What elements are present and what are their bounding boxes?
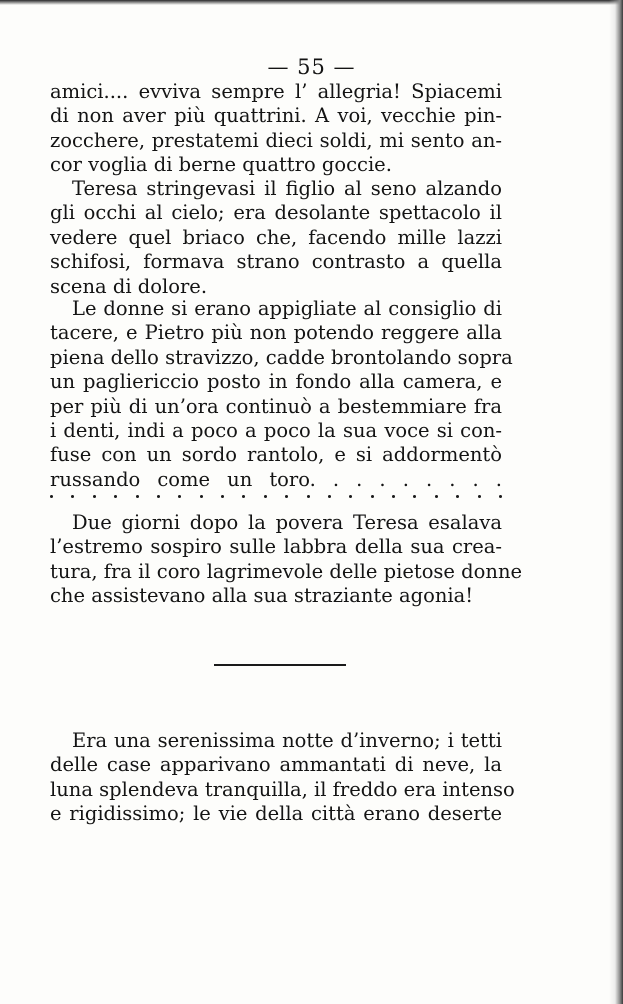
dot (478, 495, 481, 498)
dot (114, 495, 117, 498)
text-line: zocchere, prestatemi dieci soldi, mi sento an- (50, 128, 502, 152)
text-line: delle case apparivano ammantati di neve, la (50, 753, 502, 777)
dot (307, 495, 310, 498)
text-line: gli occhi al cielo; era desolante spettacolo il (50, 201, 502, 225)
text-line: Era una serenissima notte d’inverno; i tetti (72, 729, 502, 752)
text-line: luna splendeva tranquilla, il freddo era intenso (50, 777, 515, 801)
text-line: russando come un toro. . . . . . . . . (50, 467, 502, 491)
dot (264, 495, 267, 498)
dot (50, 495, 53, 498)
dot (392, 495, 395, 498)
text-line: di non aver più quattrini. A voi, vecchie pin- (50, 104, 502, 128)
dot (71, 495, 74, 498)
dot (328, 495, 331, 498)
text-line: schifosi, formava strano contrasto a quella (50, 250, 502, 274)
text-line: tura, fra il coro lagrimevole delle pietose donne (50, 559, 523, 583)
dot (371, 495, 374, 498)
paragraph-2 (50, 177, 502, 299)
dot (435, 495, 438, 498)
text-line: cor voglia di berne quattro goccie. (50, 153, 392, 177)
text-line: amici.... evviva sempre l’ allegria! Spiacemi (50, 80, 502, 103)
dot (456, 495, 459, 498)
dot (136, 495, 139, 498)
paragraph-3 (50, 297, 513, 492)
dot (221, 495, 224, 498)
text-line: fuse con un sordo rantolo, e si addormentò (50, 443, 502, 467)
text-line: per più di un’ora continuò a bestemmiare fra (50, 394, 502, 418)
dot (413, 495, 416, 498)
paragraph-5 (50, 729, 515, 827)
ellipsis-dot-row (50, 490, 502, 502)
text-line: e rigidissimo; le vie della città erano deserte (50, 802, 502, 826)
dot (499, 495, 502, 498)
text-line: tacere, e Pietro più non potendo reggere alla (50, 321, 502, 345)
text-line: piena dello stravizzo, cadde brontolando sopra (50, 345, 513, 369)
dot (285, 495, 288, 498)
text-line: l’estremo sospiro sulle labbra della sua crea- (50, 535, 502, 559)
dot (242, 495, 245, 498)
dot (93, 495, 96, 498)
paragraph-1 (50, 80, 502, 178)
text-line: un pagliericcio posto in fondo alla camera, e (50, 370, 502, 394)
page-top-edge-shadow (0, 0, 623, 5)
dot (178, 495, 181, 498)
text-line: scena di dolore. (50, 274, 208, 298)
text-line: Le donne si erano appigliate al consiglio di (72, 297, 502, 320)
text-line: vedere quel briaco che, facendo mille lazzi (50, 225, 502, 249)
text-line: che assistevano alla sua straziante agonia! (50, 584, 474, 608)
dot (200, 495, 203, 498)
text-line: Due giorni dopo la povera Teresa esalava (72, 511, 502, 534)
page-right-edge-shadow (609, 0, 623, 1004)
text-line: Teresa stringevasi il figlio al seno alzando (72, 177, 502, 200)
paragraph-4 (50, 511, 523, 609)
dot (349, 495, 352, 498)
page-number: — 55 — (267, 55, 356, 79)
dot (157, 495, 160, 498)
text-line: i denti, indi a poco a poco la sua voce si con- (50, 418, 502, 442)
section-divider (214, 664, 346, 666)
